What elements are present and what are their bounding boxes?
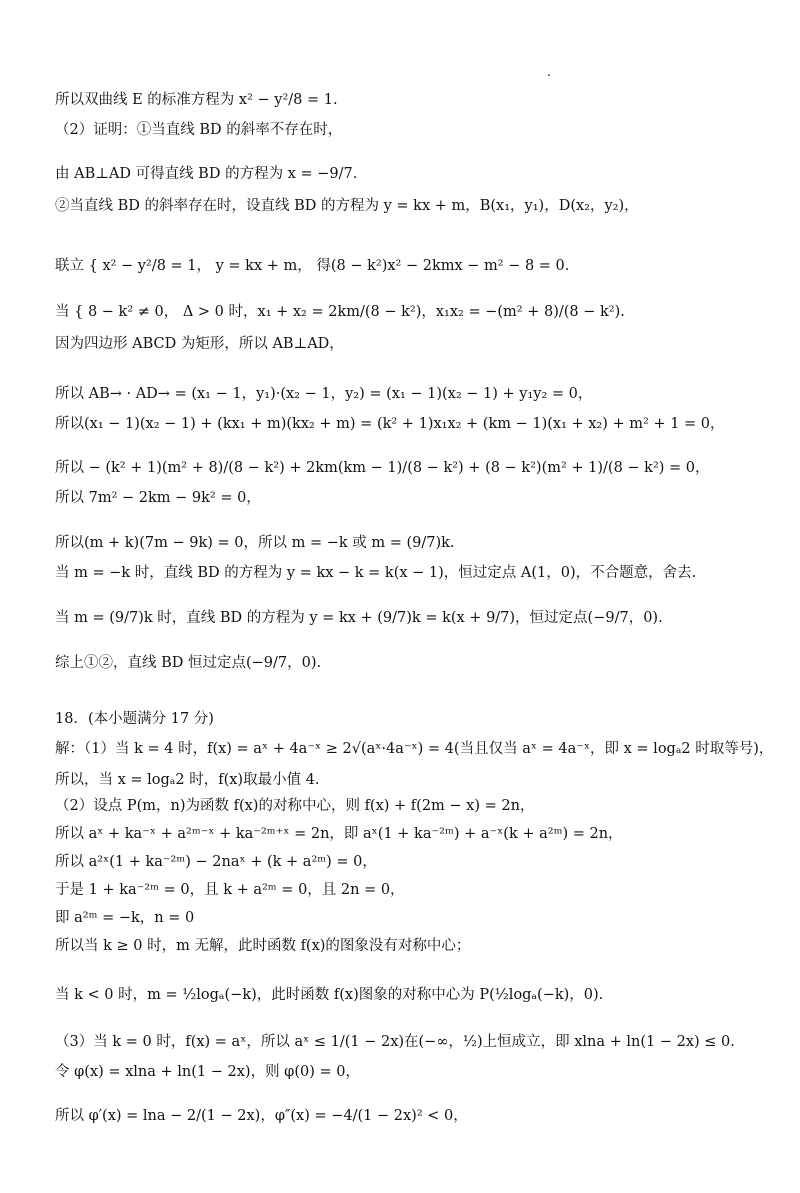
text-line: 所以 − (k² + 1)(m² + 8)/(8 − k²) + 2km(km − 1)/(8 − k²) + (8 − k²)(m² + 1)/(8 − k²) = 0， <box>55 460 710 476</box>
text-line: （2）证明：①当直线 BD 的斜率不存在时， <box>55 122 343 138</box>
text-line: （2）设点 P(m，n)为函数 f(x)的对称中心，则 f(x) + f(2m − x) = 2n， <box>55 798 535 814</box>
question-heading: 18．(本小题满分 17 分) <box>55 711 214 727</box>
text-line: 因为四边形 ABCD 为矩形，所以 AB⊥AD， <box>55 336 344 352</box>
text-line: 所以，当 x = logₐ2 时，f(x)取最小值 4. <box>55 772 320 788</box>
text-line: 所以当 k ≥ 0 时，m 无解，此时函数 f(x)的图象没有对称中心； <box>55 938 471 954</box>
text-line: 于是 1 + ka⁻²ᵐ = 0，且 k + a²ᵐ = 0，且 2n = 0， <box>55 882 405 898</box>
text-line: 所以双曲线 E 的标准方程为 x² − y²/8 = 1. <box>55 92 338 108</box>
text-line: 当 { 8 − k² ≠ 0， Δ > 0 时，x₁ + x₂ = 2km/(8 − k²)，x₁x₂ = −(m² + 8)/(8 − k²). <box>55 304 625 320</box>
text-line: 所以 a²ˣ(1 + ka⁻²ᵐ) − 2naˣ + (k + a²ᵐ) = 0， <box>55 854 377 870</box>
text-line: 所以 AB→ · AD→ = (x₁ − 1，y₁)·(x₂ − 1，y₂) = (x₁ − 1)(x₂ − 1) + y₁y₂ = 0， <box>55 386 593 402</box>
text-line: 联立 { x² − y²/8 = 1， y = kx + m， 得(8 − k²)x² − 2kmx − m² − 8 = 0. <box>55 258 570 274</box>
text-line: 所以 7m² − 2km − 9k² = 0， <box>55 490 261 506</box>
text-line: 解：（1）当 k = 4 时，f(x) = aˣ + 4a⁻ˣ ≥ 2√(aˣ·4a⁻ˣ) = 4(当且仅当 aˣ = 4a⁻ˣ，即 x = logₐ2 时取等号)， <box>55 741 774 757</box>
speck <box>548 74 550 76</box>
text-line: 当 m = (9/7)k 时，直线 BD 的方程为 y = kx + (9/7)k = k(x + 9/7)，恒过定点(−9/7，0). <box>55 610 663 626</box>
text-line: 所以 φ′(x) = lna − 2/(1 − 2x)，φ″(x) = −4/(1 − 2x)² < 0， <box>55 1108 468 1124</box>
text-line: （3）当 k = 0 时，f(x) = aˣ，所以 aˣ ≤ 1/(1 − 2x)在(−∞，½)上恒成立，即 xlna + ln(1 − 2x) ≤ 0. <box>55 1034 735 1050</box>
text-line: 所以(x₁ − 1)(x₂ − 1) + (kx₁ + m)(kx₂ + m) = (k² + 1)x₁x₂ + (km − 1)(x₁ + x₂) + m² + 1 = 0， <box>55 416 725 432</box>
text-line: 令 φ(x) = xlna + ln(1 − 2x)，则 φ(0) = 0， <box>55 1064 360 1080</box>
text-line: 综上①②，直线 BD 恒过定点(−9/7，0). <box>55 655 322 671</box>
text-line: 当 k < 0 时，m = ½logₐ(−k)，此时函数 f(x)图象的对称中心为 P(½logₐ(−k)，0). <box>55 987 604 1003</box>
text-line: 所以 aˣ + ka⁻ˣ + a²ᵐ⁻ˣ + ka⁻²ᵐ⁺ˣ = 2n，即 aˣ(1 + ka⁻²ᵐ) + a⁻ˣ(k + a²ᵐ) = 2n， <box>55 826 623 842</box>
text-line: 当 m = −k 时，直线 BD 的方程为 y = kx − k = k(x − 1)，恒过定点 A(1，0)，不合题意，舍去. <box>55 565 697 581</box>
text-line: 由 AB⊥AD 可得直线 BD 的方程为 x = −9/7. <box>55 166 358 182</box>
text-line: ②当直线 BD 的斜率存在时，设直线 BD 的方程为 y = kx + m，B(x₁，y₁)，D(x₂，y₂)， <box>55 198 639 214</box>
text-line: 即 a²ᵐ = −k，n = 0 <box>55 910 195 926</box>
text-line: 所以(m + k)(7m − 9k) = 0，所以 m = −k 或 m = (9/7)k. <box>55 535 455 551</box>
